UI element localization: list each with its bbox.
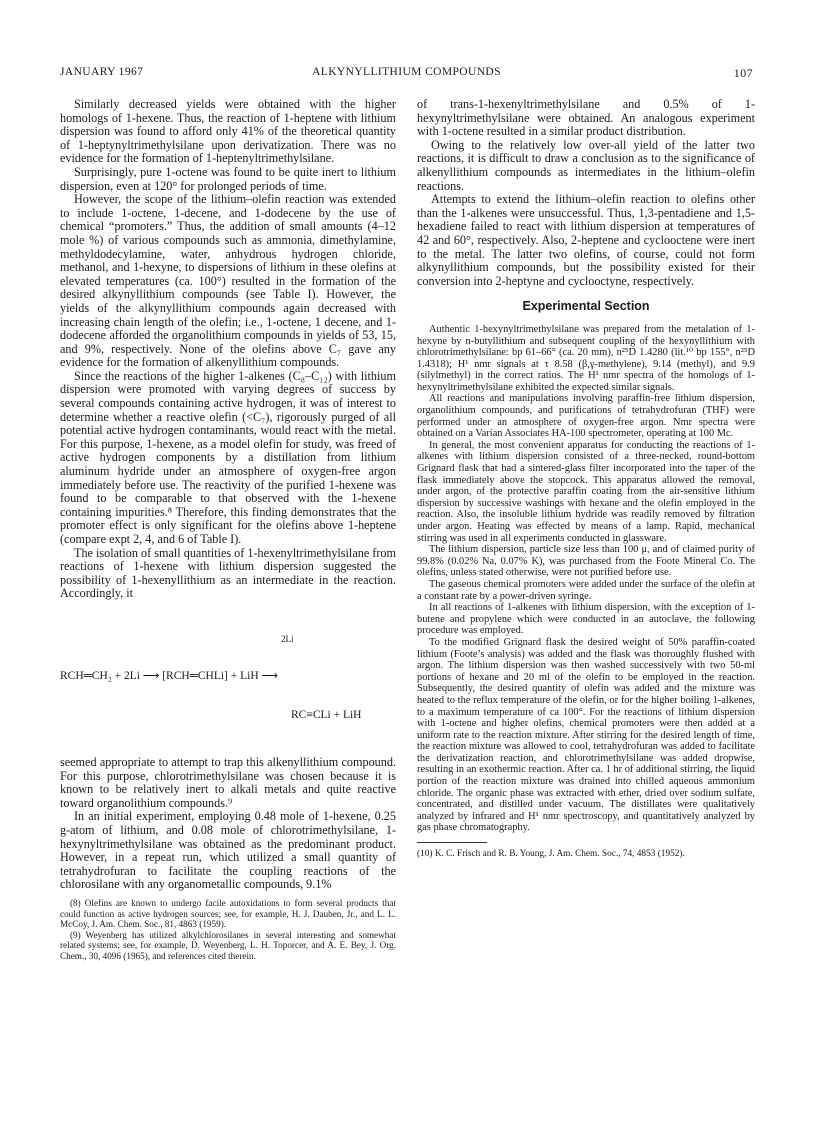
equation-main: RCH═CH₂ + 2Li ⟶ [RCH═CHLi] + LiH ⟶ xyxy=(60,669,278,682)
body-paragraph: The isolation of small quantities of 1-hexenyltrimethylsilane from reactions of 1-hexene with lithium dispersion suggested the possibility of 1-hexenyllithium as an intermediate in the reaction. Accordingly, it xyxy=(60,545,396,601)
footnote: (8) Olefins are known to undergo facile autoxidations to form several products that could function as active hydrogen sources; see, for example, H. J. Dauben, Jr., and L. L. McCoy, J. Am. Chem. Soc., 81, 4863 (1959). xyxy=(60,897,396,930)
header-title: ALKYNYLLITHIUM COMPOUNDS xyxy=(312,66,501,78)
experimental-paragraph: The gaseous chemical promoters were added under the surface of the olefin at a constant rate by a power-driven syringe. xyxy=(417,578,755,602)
body-paragraph: Surprisingly, pure 1-octene was found to be quite inert to lithium dispersion, even at 120° for prolonged periods of time. xyxy=(60,164,396,193)
footnote: (10) K. C. Frisch and R. B. Young, J. Am. Chem. Soc., 74, 4853 (1952). xyxy=(417,849,685,860)
body-paragraph: Similarly decreased yields were obtained with the higher homologs of 1-hexene. Thus, the reaction of 1-heptene with lithium dispersion was found to afford only 41% of the theoretical quantity of 1-heptynyltrimethylsilane upon derivatization. There was no evidence for the formation of 1-heptenyltrimethylsilane. xyxy=(60,97,396,166)
left-column xyxy=(60,98,396,961)
experimental-paragraph: In all reactions of 1-alkenes with lithium dispersion, with the exception of 1-butene and propylene which were conducted in an autoclave, the following procedure was employed. xyxy=(417,602,755,637)
body-paragraph: In an initial experiment, employing 0.48 mole of 1-hexene, 0.25 g-atom of lithium, and 0.08 mole of chlorotrimethylsilane, 1-hexynyltrimethylsilane was obtained as the predominant product. However, in a repeat run, which utilized a small quantity of tetrahydrofuran to facilitate the coupling reactions of the chlorosilane with any organometallic compounds, 9.1% xyxy=(60,809,396,892)
body-paragraph: of trans-1-hexenyltrimethylsilane and 0.5% of 1-hexynyltrimethylsilane were obtained. An analogous experiment with 1-octene resulted in a similar product distribution. xyxy=(417,97,755,139)
body-paragraph: seemed appropriate to attempt to trap this alkenyllithium compound. For this purpose, chlorotrimethylsilane was chosen because it is known to be relatively inert to alkali metals and quite reactive toward organolithium compounds.⁹ xyxy=(60,754,396,810)
footnote-divider xyxy=(417,842,487,843)
experimental-section xyxy=(417,324,755,834)
body-paragraph: Attempts to extend the lithium–olefin reaction to olefins other than the 1-alkenes were unsuccessful. Thus, 1,3-pentadiene and 1,5-hexadiene failed to react with lithium dispersion at temperatures of 42 and 60°, respectively. Also, 2-heptene and cyclooctene were inert to the metal. The latter two olefins, of course, could not form alkynyllithium compounds, but the possibility existed for their conversion into 2-heptyne and cyclooctyne, respectively. xyxy=(417,192,755,288)
equation-reagent: 2Li xyxy=(281,633,294,644)
running-header xyxy=(60,66,753,82)
body-paragraph: Owing to the relatively low over-all yield of the latter two reactions, it is difficult to draw a conclusion as to the significance of alkenyllithium compounds as intermediates in the lithium–olefin reactions. xyxy=(417,137,755,193)
section-heading: Experimental Section xyxy=(522,299,650,314)
reaction-equation xyxy=(60,609,396,748)
experimental-paragraph: The lithium dispersion, particle size less than 100 μ, and of claimed purity of 99.8% (0.02% Na, 0.07% K), was purchased from the Foote Mineral Co. The olefins, unless stated otherwise, were not purified before use. xyxy=(417,544,755,579)
experimental-paragraph: To the modified Grignard flask the desired weight of 50% paraffin-coated lithium (Foote’s analysis) was added and the flask was thoroughly flushed with argon. The lithium dispersion was then washed successively with two 50-ml portions of hexane and 20 ml of the olefin to be employed in the reaction. Subsequently, the desired quantity of olefin was added and the mixture was heated to the reflux temperature of the olefin, or for the higher boiling 1-alkenes, to a maximum temperature of ca 100°. For the reactions of lithium dispersion with 1-octene and higher olefins, chemical promoters were then added at a uniform rate to the reaction mixture. After stirring for the desired length of time, the reaction mixture was allowed to cool, tetrahydrofuran was added to facilitate the derivatization reaction, and chlorotrimethylsilane was added dropwise, resulting in an exothermic reaction. After ca. 1 hr of additional stirring, the liquid portion of the reaction mixture was drained into chilled aqueous ammonium chloride. The organic phase was extracted with ether, dried over sodium sulfate, concentrated, and distilled under vacuum. The distillates were qualitatively analyzed by infrared and H¹ nmr spectroscopy, and quantitatively analyzed by gas phase chromatography. xyxy=(417,636,755,834)
experimental-paragraph: In general, the most convenient apparatus for conducting the reactions of 1-alkenes with lithium dispersion consisted of a three-necked, round-bottom Grignard flask that had a sintered-glass filter incorporated into the taper of the flask immediately above the stopcock. This apparatus allowed the removal, under argon, of the protective paraffin coating from the air-sensitive lithium dispersion by successive washings with hexane and the olefin employed in the reaction. Also, the insoluble lithium hydride was readily removed by filtration under argon. Heating was effected by means of a lamp. Rapid, mechanical stirring was used in all experiments conducted in glassware. xyxy=(417,439,755,544)
header-date: JANUARY 1967 xyxy=(60,66,144,78)
footnote: (9) Weyenberg has utilized alkylchlorosilanes in several interesting and somewhat related systems; see, for example, D. Weyenberg, L. H. Toporcer, and A. E. Bey, J. Org. Chem., 30, 4096 (1965), and references cited therein. xyxy=(60,929,396,961)
footnotes xyxy=(60,898,396,962)
right-column xyxy=(417,98,755,860)
body-paragraph: However, the scope of the lithium–olefin reaction was extended to include 1-octene, 1-decene, and 1-dodecene by the use of chemical “promoters.” Thus, the addition of small amounts (4–12 mole %) of various compounds such as ammonia, dimethylamine, methyldodecylamine, water, anhydrous hydrogen chloride, methanol, and 1-hexyne, to dispersions of lithium in these olefins at elevated temperatures (ca. 100°) resulted in the formation of the desired alkynyllithium compounds (see Table I). However, the yields of the alkynyllithium compounds again decreased with increasing chain length of the olefin; i.e., 1-octene, 1 decene, and 1-dodecene afforded the organolithium compounds in yields of 53, 15, and 9%, respectively. None of the olefins above C₇ gave any evidence for the formation of alkenyllithium compounds. xyxy=(60,192,396,370)
experimental-paragraph: All reactions and manipulations involving paraffin-free lithium dispersion, organolithium compounds, and purifications of tetrahydrofuran (THF) were performed under an atmosphere of oxygen-free argon. Nmr spectra were obtained on a Varian Associates HA-100 spectrometer, operating at 100 Mc. xyxy=(417,393,755,440)
experimental-paragraph: Authentic 1-hexynyltrimethylsilane was prepared from the metalation of 1-hexyne by n-butyllithium and subsequent coupling of the hexynyllithium with chlorotrimethylsilane: bp 61–66° (ca. 20 mm), n²⁵D 1.4280 (lit.¹⁰ bp 155°, n²⁵D 1.4318); H¹ nmr signals at τ 8.58 (β,γ-methylene), 9.14 (methyl), and 9.9 (silylmethyl) in the correct ratios. The H¹ nmr spectra of the homologs of 1-hexynyltrimethylsilane exhibited the expected similar signals. xyxy=(417,323,755,393)
body-paragraph: Since the reactions of the higher 1-alkenes (C₈–C₁₂) with lithium dispersion were promoted with varying degrees of success by several compounds containing active hydrogen, it was of interest to determine whether a reactive olefin (<C₇), rigorously purged of all potential active hydrogen contaminants, would react with the metal. For this purpose, 1-hexene, as a model olefin for study, was freed of active hydrogen components by a distillation from lithium aluminum hydride under an atmosphere of oxygen-free argon immediately before use. The reactivity of the purified 1-hexene was found to be comparable to that observed with the 1-hexene containing impurities.⁸ Therefore, this finding demonstrates that the promoter effect is only significant for the olefins above 1-heptene (compare expt 2, 4, and 6 of Table I). xyxy=(60,368,396,546)
page-number: 107 xyxy=(733,66,753,80)
equation-product: RC≡CLi + LiH xyxy=(291,708,362,721)
